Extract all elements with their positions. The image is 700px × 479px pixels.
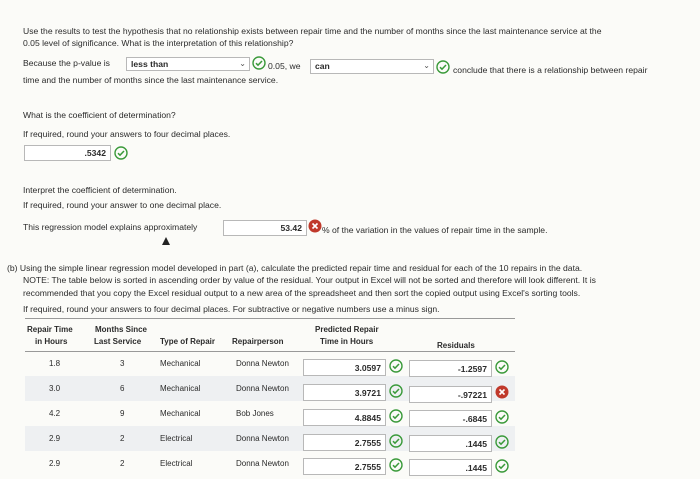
col-header-last-service: Last Service: [94, 337, 142, 346]
check-icon: [389, 458, 403, 472]
partb-line4: If required, round your answers to four decimal places. For subtractive or negative numbers use a minus sign.: [23, 304, 440, 314]
pvalue-select[interactable]: [126, 57, 250, 71]
cell-person: Bob Jones: [236, 409, 274, 418]
chevron-down-icon: ⌄: [423, 61, 430, 70]
check-icon: [389, 359, 403, 373]
pvalue-select-value: less than: [131, 59, 169, 69]
chevron-down-icon: ⌄: [239, 59, 246, 68]
partb-line2: NOTE: The table below is sorted in ascending order by value of the residual. Your output in Excel will not be sorted and therefore will look different. It is: [23, 275, 596, 285]
cell-type: Mechanical: [160, 359, 201, 368]
residual-input[interactable]: -.6845: [409, 410, 492, 427]
col-header-repairperson: Repairperson: [232, 337, 284, 346]
conclusion-line2: time and the number of months since the last maintenance service.: [23, 75, 279, 85]
residual-input[interactable]: .1445: [409, 435, 492, 452]
coef-instructions: If required, round your answers to four decimal places.: [23, 129, 231, 139]
predicted-input[interactable]: 2.7555: [303, 434, 386, 451]
because-text: Because the p-value is: [23, 58, 110, 68]
coef-question: What is the coefficient of determination?: [23, 110, 176, 120]
cell-months: 6: [120, 384, 125, 393]
col-header-time-in-hours: Time in Hours: [320, 337, 374, 346]
interp-instructions: If required, round your answer to one decimal place.: [23, 200, 222, 210]
cell-months: 2: [120, 459, 125, 468]
can-select-value: can: [315, 61, 330, 71]
coef-input[interactable]: .5342: [24, 145, 111, 161]
cell-repair-time: 2.9: [49, 434, 61, 443]
check-icon: [389, 434, 403, 448]
cell-repair-time: 4.2: [49, 409, 61, 418]
check-icon: [495, 360, 509, 374]
check-icon: [114, 146, 128, 160]
cell-type: Electrical: [160, 434, 193, 443]
check-icon: [389, 409, 403, 423]
partb-line1: (b) Using the simple linear regression model developed in part (a), calculate the predicted repair time and residual for each of the 10 repairs in the data.: [7, 263, 583, 273]
can-select[interactable]: [310, 59, 434, 74]
interp-before: This regression model explains approximately: [23, 222, 198, 232]
cell-repair-time: 1.8: [49, 359, 61, 368]
cell-months: 3: [120, 359, 125, 368]
interp-title: Interpret the coefficient of determination.: [23, 185, 177, 195]
cell-repair-time: 2.9: [49, 459, 61, 468]
interp-after: % of the variation in the values of repair time in the sample.: [322, 225, 548, 235]
cell-type: Mechanical: [160, 384, 201, 393]
check-icon: [495, 459, 509, 473]
check-icon: [495, 410, 509, 424]
col-header-months-since: Months Since: [95, 325, 148, 334]
cell-months: 2: [120, 434, 125, 443]
partb-line3: recommended that you copy the Excel residual output to a new area of the spreadsheet and then sort the copied output using Excel's sorting tools.: [23, 288, 581, 298]
cell-person: Donna Newton: [236, 434, 289, 443]
check-icon: [495, 435, 509, 449]
question-intro-line2: 0.05 level of significance. What is the interpretation of this relationship?: [23, 38, 294, 48]
mid-text: 0.05, we: [268, 61, 301, 71]
cell-person: Donna Newton: [236, 359, 289, 368]
wrong-icon: [495, 385, 509, 399]
predicted-input[interactable]: 3.0597: [303, 359, 386, 376]
col-header-type-of-repair: Type of Repair: [160, 337, 215, 346]
predicted-input[interactable]: 4.8845: [303, 409, 386, 426]
wrong-icon: [308, 219, 322, 233]
predicted-input[interactable]: 2.7555: [303, 458, 386, 475]
residual-input[interactable]: -.97221: [409, 386, 492, 403]
conclusion-text: conclude that there is a relationship between repair: [453, 65, 648, 75]
check-icon: [436, 60, 450, 74]
col-header-repair-time: Repair Time: [27, 325, 73, 334]
cell-person: Donna Newton: [236, 384, 289, 393]
question-intro-line1: Use the results to test the hypothesis that no relationship exists between repair time and the number of months since the last maintenance service at the: [23, 26, 602, 36]
cell-repair-time: 3.0: [49, 384, 61, 393]
check-icon: [252, 56, 266, 70]
interp-input[interactable]: 53.42: [223, 220, 307, 236]
cell-months: 9: [120, 409, 125, 418]
col-header-residuals: Residuals: [437, 341, 475, 350]
residual-input[interactable]: .1445: [409, 459, 492, 476]
cell-type: Electrical: [160, 459, 193, 468]
residual-input[interactable]: -1.2597: [409, 360, 492, 377]
cell-type: Mechanical: [160, 409, 201, 418]
cell-person: Donna Newton: [236, 459, 289, 468]
col-header-in-hours: in Hours: [35, 337, 68, 346]
mouse-cursor: [162, 237, 170, 245]
col-header-predicted-repair: Predicted Repair: [315, 325, 379, 334]
header-divider: [25, 351, 515, 352]
predicted-input[interactable]: 3.9721: [303, 384, 386, 401]
check-icon: [389, 384, 403, 398]
